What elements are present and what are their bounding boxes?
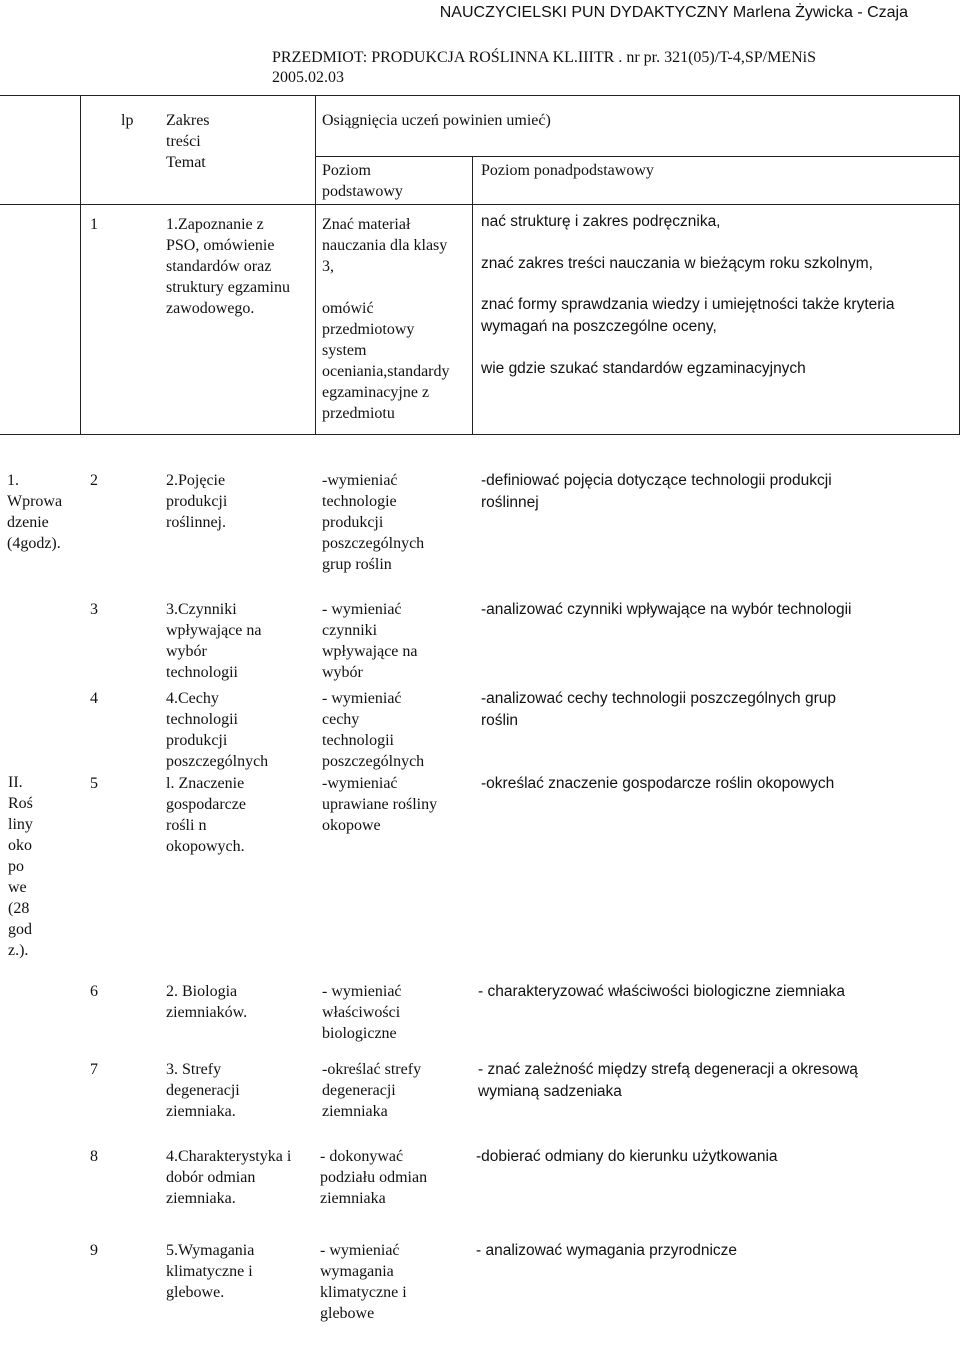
row-1-advanced-1: nać strukturę i zakres podręcznika, [481,213,721,230]
row-3-basic: - wymieniać czynniki wpływające na wybór [322,601,418,681]
row-3-lp: 3 [90,601,98,618]
row-8-advanced: -dobierać odmiany do kierunku użytkowania [476,1148,778,1165]
row-1-advanced-3: znać formy sprawdzania wiedzy i umiejętności także kryteria wymagań na poszczególne oceny, [481,296,895,335]
col-divider-basic [472,156,473,435]
row-8-topic: 4.Charakterystyka i dobór odmian ziemniaka. [166,1148,292,1207]
document-author: NAUCZYCIELSKI PUN DYDAKTYCZNY Marlena Żywicka - Czaja [439,4,908,21]
row-8-lp: 8 [90,1148,98,1165]
row-5-lp: 5 [90,775,98,792]
advanced-level-header: Poziom ponadpodstawowy [481,162,654,179]
lp-header: lp [121,112,134,129]
row-9-topic: 5.Wymagania klimatyczne i glebowe. [166,1242,255,1301]
row-8-basic: - dokonywać podziału odmian ziemniaka [320,1148,428,1207]
row-1-lp: 1 [90,216,98,233]
section-1-label: 1. Wprowa dzenie (4godz). [7,472,63,552]
row-5-topic: l. Znaczenie gospodarcze rośli n okopowych. [166,775,246,855]
row-1-advanced-4: wie gdzie szukać standardów egzaminacyjnych [481,360,806,377]
basic-level-header: Poziom podstawowy [322,162,403,200]
row-2-topic: 2.Pojęcie produkcji roślinnej. [166,472,228,531]
row-9-advanced: - analizować wymagania przyrodnicze [476,1242,738,1259]
row-2-basic: -wymieniać technologie produkcji poszczególnych grup roślin [322,472,425,573]
row-4-basic: - wymieniać cechy technologii poszczególnych [322,690,425,770]
row-6-topic: 2. Biologia ziemniaków. [166,983,248,1021]
document-date: 2005.02.03 [272,69,344,86]
col-divider-lp [80,95,81,435]
row-9-basic: - wymieniać wymagania klimatyczne i glebowe [320,1242,407,1322]
row-6-advanced: - charakteryzować właściwości biologiczne ziemniaka [478,983,845,1000]
row-5-basic: -wymieniać uprawiane rośliny okopowe [322,775,438,834]
achievements-header: Osiągnięcia uczeń powinien umieć) [322,112,551,129]
row-1-advanced-2: znać zakres treści nauczania w bieżącym roku szkolnym, [481,255,873,272]
row-2-lp: 2 [90,472,98,489]
table-bottom-border [0,434,960,435]
row-4-lp: 4 [90,690,98,707]
row-7-lp: 7 [90,1061,98,1078]
row-6-basic: - wymieniać właściwości biologiczne [322,983,402,1042]
row-7-advanced: - znać zależność między strefą degeneracji a okresową wymianą sadzeniaka [478,1061,858,1100]
table-top-border [0,95,960,96]
row-7-basic: -określać strefy degeneracji ziemniaka [322,1061,422,1120]
row-6-lp: 6 [90,983,98,1000]
row-3-topic: 3.Czynniki wpływające na wybór technologii [166,601,262,681]
row-1-basic: Znać materiał nauczania dla klasy 3, omówić przedmiotowy system oceniania,standardy egzaminacyjne z przedmiotu [322,216,450,422]
row-2-advanced: -definiować pojęcia dotyczące technologii produkcji roślinnej [481,472,832,511]
row-7-topic: 3. Strefy degeneracji ziemniaka. [166,1061,240,1120]
head-divider [315,156,960,157]
row-9-lp: 9 [90,1242,98,1259]
row-1-topic: 1.Zapoznanie z PSO, omówienie standardów oraz struktury egzaminu zawodowego. [166,216,290,317]
section-2-label: II. Roś liny oko po we (28 god z.). [8,774,33,959]
document-subject: PRZEDMIOT: PRODUKCJA ROŚLINNA KL.IIITR . nr pr. 321(05)/T-4,SP/MENiS [272,49,816,66]
row-3-advanced: -analizować czynniki wpływające na wybór technologii [481,601,852,618]
row-4-topic: 4.Cechy technologii produkcji poszczególnych [166,690,269,770]
row-4-advanced: -analizować cechy technologii poszczególnych grup roślin [481,690,836,729]
topic-header: Zakres treści Temat [166,112,210,171]
row-divider [0,204,960,205]
row-5-advanced: -określać znaczenie gospodarcze roślin okopowych [481,775,835,792]
